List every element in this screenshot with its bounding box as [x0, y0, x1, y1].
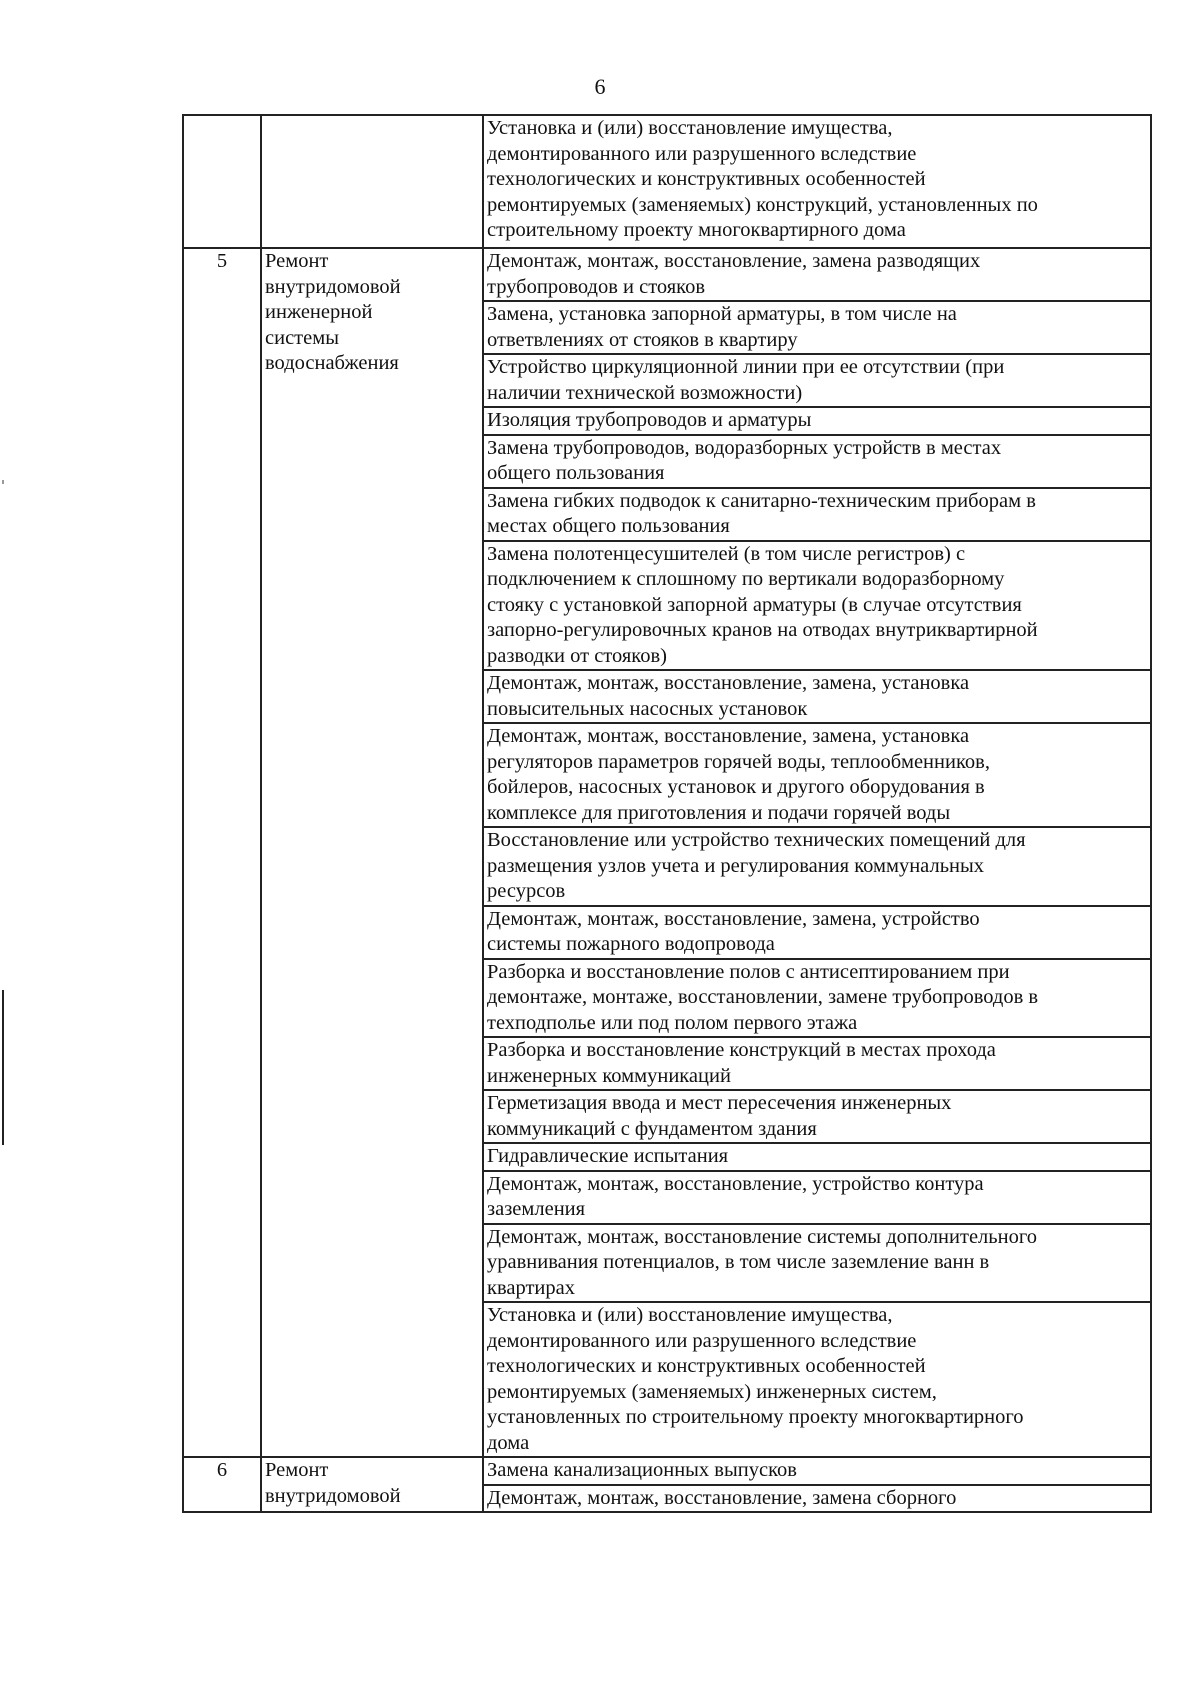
work-item-cell: Устройство циркуляционной линии при ее отсутствии (при наличии технической возможности): [483, 354, 1151, 407]
work-item-cell: Замена полотенцесушителей (в том числе регистров) с подключением к сплошному по вертикали водоразборному стояку с установкой запорной арматуры (в случае отсутствия запорно-регулировочных кранов на отводах внутриквартирной разводки от стояков): [483, 541, 1151, 671]
work-item-cell: Замена, установка запорной арматуры, в том числе на ответвлениях от стояков в квартиру: [483, 301, 1151, 354]
work-item-cell: Замена трубопроводов, водоразборных устройств в местах общего пользования: [483, 435, 1151, 488]
work-item-cell: Замена канализационных выпусков: [483, 1457, 1151, 1485]
system-name-cell: Ремонт внутридомовой инженерной системы водоснабжения: [261, 248, 483, 1457]
row-number-cell: 5: [183, 248, 261, 1457]
table-row: [183, 115, 1151, 248]
repair-works-table: [182, 114, 1152, 1513]
work-item-cell: Восстановление или устройство технических помещений для размещения узлов учета и регулирования коммунальных ресурсов: [483, 827, 1151, 906]
work-item-cell: Гидравлические испытания: [483, 1143, 1151, 1171]
system-name-cell: Ремонт внутридомовой: [261, 1457, 483, 1512]
work-item-cell: Демонтаж, монтаж, восстановление, устройство контура заземления: [483, 1171, 1151, 1224]
row-number-cell: [183, 115, 261, 248]
scan-margin-mark: [2, 990, 4, 1145]
table-row: [183, 1457, 1151, 1485]
work-item-cell: Демонтаж, монтаж, восстановление, замена, устройство системы пожарного водопровода: [483, 906, 1151, 959]
system-name-cell: [261, 115, 483, 248]
work-item-cell: Демонтаж, монтаж, восстановление, замена разводящих трубопроводов и стояков: [483, 248, 1151, 301]
work-item-cell: Установка и (или) восстановление имущества, демонтированного или разрушенного вследствие технологических и конструктивных особенностей ремонтируемых (заменяемых) конструкций, установленных по строительному проекту многоквартирного дома: [483, 115, 1151, 248]
scan-margin-dot: [2, 480, 4, 484]
work-item-cell: Демонтаж, монтаж, восстановление, замена, установка повысительных насосных установок: [483, 670, 1151, 723]
repair-works-table-body: [183, 115, 1151, 1512]
row-number-cell: 6: [183, 1457, 261, 1512]
work-item-cell: Герметизация ввода и мест пересечения инженерных коммуникаций с фундаментом здания: [483, 1090, 1151, 1143]
page-number: 6: [594, 74, 606, 99]
work-item-cell: Разборка и восстановление конструкций в местах прохода инженерных коммуникаций: [483, 1037, 1151, 1090]
work-item-cell: Замена гибких подводок к санитарно-техническим приборам в местах общего пользования: [483, 488, 1151, 541]
work-item-cell: Демонтаж, монтаж, восстановление, замена, установка регуляторов параметров горячей воды, теплообменников, бойлеров, насосных установок и другого оборудования в комплексе для приготовления и подачи горячей воды: [483, 723, 1151, 827]
work-item-cell: Изоляция трубопроводов и арматуры: [483, 407, 1151, 435]
work-item-cell: Установка и (или) восстановление имущества, демонтированного или разрушенного вследствие технологических и конструктивных особенностей ремонтируемых (заменяемых) инженерных систем, установленных по строительному проекту многоквартирного дома: [483, 1302, 1151, 1457]
work-item-cell: Демонтаж, монтаж, восстановление, замена сборного: [483, 1485, 1151, 1513]
table-row: [183, 248, 1151, 301]
work-item-cell: Разборка и восстановление полов с антисептированием при демонтаже, монтаже, восстановлении, замене трубопроводов в техподполье или под полом первого этажа: [483, 959, 1151, 1038]
work-item-cell: Демонтаж, монтаж, восстановление системы дополнительного уравнивания потенциалов, в том числе заземление ванн в квартирах: [483, 1224, 1151, 1303]
